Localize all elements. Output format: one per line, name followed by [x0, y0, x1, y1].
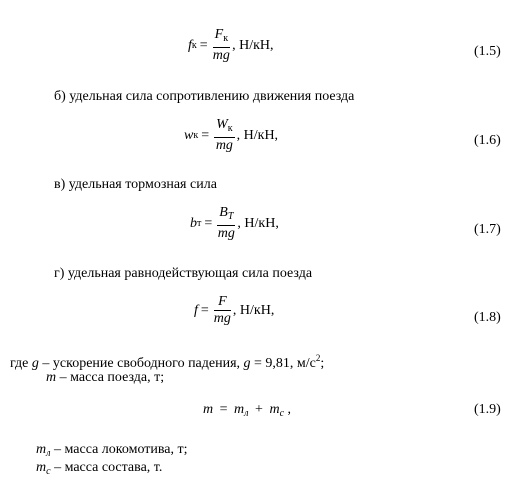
- ml-sym: m: [36, 442, 47, 457]
- ml-desc: – масса локомотива, т;: [50, 442, 188, 457]
- where-desc: – ускорение свободного падения,: [38, 356, 244, 371]
- eq3-den: mg: [217, 226, 235, 241]
- equation-1-9: $m = m_л + m_c$ ,: [203, 402, 292, 419]
- mc-line: [36, 460, 162, 477]
- where-g2: g: [243, 356, 251, 371]
- where-word: где: [10, 356, 29, 371]
- eq3-lhs: b: [190, 215, 197, 231]
- eq5-rhs1-sub: л: [244, 408, 249, 419]
- eq4-unit: , Н/кН,: [232, 302, 275, 318]
- eq4-label: (1.8): [474, 310, 501, 325]
- eq1-label: (1.5): [474, 44, 501, 59]
- mc-sub: c: [46, 466, 51, 477]
- eq5-rhs2-sub: c: [279, 408, 285, 419]
- eq1-num-sub: к: [223, 33, 229, 44]
- eq2-fraction: [214, 118, 235, 153]
- eq5-rhs1: m: [234, 402, 245, 417]
- eq3-unit: , Н/кН,: [237, 215, 279, 231]
- eq3-num: B: [219, 205, 228, 220]
- eq5-label: (1.9): [474, 402, 501, 417]
- m-desc: – масса поезда, т;: [56, 370, 165, 385]
- eq2-unit: , Н/кН,: [236, 127, 279, 143]
- text-b: б) удельная сила сопротивлению движения поезда: [54, 89, 355, 104]
- where-sup: 2: [315, 353, 321, 363]
- eq1-lhs: f: [188, 37, 192, 53]
- eq1-lhs-sub: к: [191, 40, 197, 51]
- eq1-num: F: [214, 27, 224, 42]
- eq4-lhs: f: [194, 302, 198, 318]
- eq2-lhs-sub: к: [193, 130, 199, 141]
- ml-sub: л: [46, 448, 51, 459]
- eq2-num: W: [216, 117, 228, 132]
- equation-1-5: f к = $\frac{F_к}{mg}$ , Н/кН,: [188, 27, 274, 63]
- equation-1-6: w к = $\frac{W_к}{mg}$ , Н/кН,: [184, 117, 279, 153]
- mc-sym: m: [36, 460, 47, 475]
- eq2-den: mg: [215, 138, 233, 153]
- eq3-lhs-sub: т: [197, 218, 202, 229]
- mc-desc: – масса состава, т.: [50, 460, 163, 475]
- eq2-lhs: w: [184, 127, 194, 143]
- eq2-label: (1.6): [474, 133, 501, 148]
- eq1-unit: , Н/кН,: [232, 37, 274, 53]
- eq4-num: F: [214, 295, 231, 311]
- eq5-end: ,: [284, 402, 292, 417]
- equation-1-8: f = $\frac{F}{mg}$ , Н/кН,: [194, 294, 275, 326]
- where-value: = 9,81, м/с: [250, 356, 316, 371]
- eq5-lhs: m: [203, 402, 214, 417]
- m-line: [46, 370, 164, 386]
- eq2-num-sub: к: [227, 123, 233, 134]
- text-d: г) удельная равнодействующая сила поезда: [54, 266, 313, 281]
- eq5-rhs2: m: [269, 402, 280, 417]
- text-c: в) удельная тормозная сила: [54, 177, 217, 192]
- eq4-fraction: [214, 295, 231, 326]
- m-sym: m: [46, 370, 57, 385]
- where-g: g: [31, 356, 39, 371]
- where-end: ;: [320, 356, 325, 371]
- eq4-den: mg: [213, 311, 231, 326]
- eq3-num-sub: T: [227, 211, 234, 222]
- equation-1-7: b т = $\frac{B_T}{mg}$ , Н/кН,: [190, 205, 279, 241]
- eq1-den: mg: [212, 48, 230, 63]
- eq1-fraction: [213, 28, 230, 63]
- eq3-fraction: [217, 206, 235, 241]
- ml-line: [36, 442, 188, 459]
- eq3-label: (1.7): [474, 222, 501, 237]
